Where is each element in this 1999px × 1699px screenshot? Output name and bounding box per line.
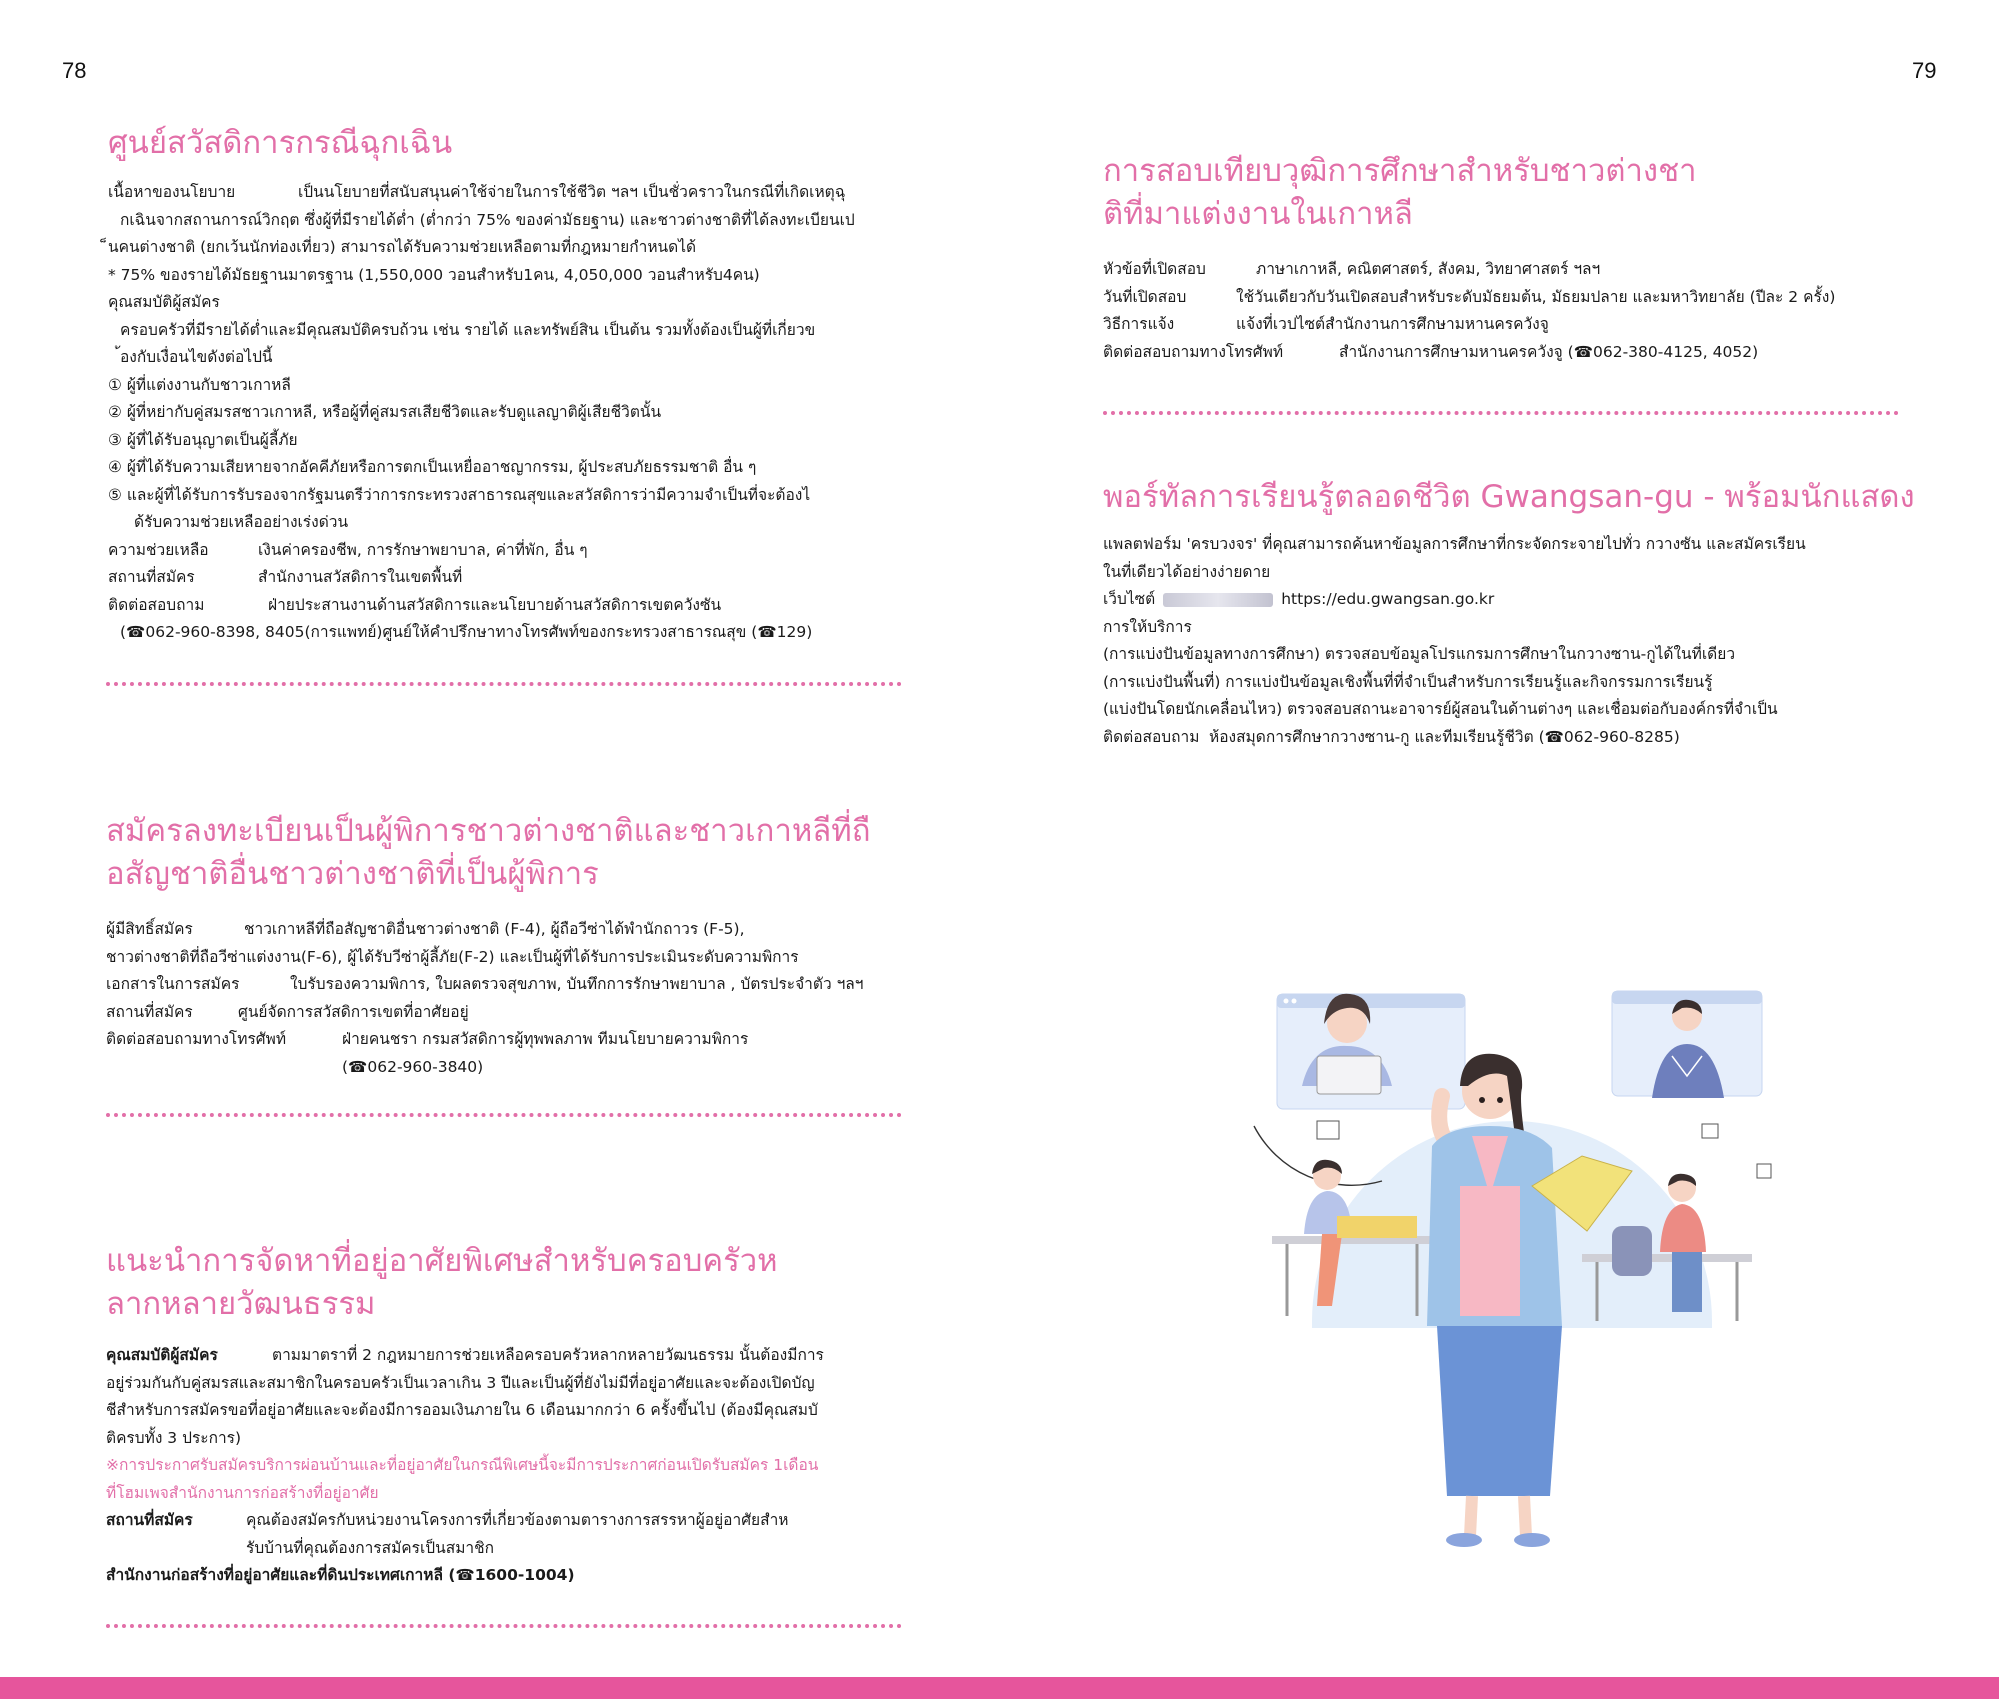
text: แพลตฟอร์ม 'ครบวงจร' ที่คุณสามารถค้นหาข้อมูลการศึกษาที่กระจัดกระจายไปทั่ว กวางซัน และสมัครเรียน <box>1103 535 1806 553</box>
text: ศูนย์จัดการสวัสดิการเขตที่อาศัยอยู่ <box>238 1002 469 1021</box>
dotted-divider <box>106 682 902 686</box>
bottom-accent-bar <box>0 1677 1999 1699</box>
list-item: ③ ผู้ที่ได้รับอนุญาตเป็นผู้ลี้ภัย <box>108 430 298 449</box>
section-title: แนะนำการจัดหาที่อยู่อาศัยพิเศษสำหรับครอบครัวห ลากหลายวัฒนธรรม <box>106 1243 778 1322</box>
text: (แบ่งปันโดยนักเคลื่อนไหว) ตรวจสอบสถานะอาจารย์ผู้สอนในด้านต่างๆ และเชื่อมต่อกับองค์กรที่จำเป็น <box>1103 700 1778 718</box>
text: แจ้งที่เวปไซต์สำนักงานการศึกษามหานครควังจู <box>1236 315 1549 333</box>
label: ติดต่อสอบถาม <box>1103 727 1200 746</box>
list-item: ④ ผู้ที่ได้รับความเสียหายจากอัคคีภัยหรือการตกเป็นเหยื่ออาชญากรรม, ผู้ประสบภัยธรรมชาติ อื่น ๆ <box>108 458 757 476</box>
text: ฝ่ายประสานงานด้านสวัสดิการและนโยบายด้านสวัสดิการเขตควังซัน <box>268 595 722 614</box>
label: สถานที่สมัคร <box>106 1511 193 1529</box>
label: ผู้มีสิทธิ์สมัคร <box>106 920 193 938</box>
label: เอกสารในการสมัคร <box>106 975 240 993</box>
label: ติดต่อสอบถามทางโทรศัพท์ <box>1103 342 1284 361</box>
contact: สำนักงานก่อสร้างที่อยู่อาศัยและที่ดินประเทศเกาหลี (☎1600-1004) <box>106 1566 575 1584</box>
text: (การแบ่งปันพื้นที่) การแบ่งปันข้อมูลเชิงพื้นที่ที่จำเป็นสำหรับการเรียนรู้และกิจกรรมการเรียนรู้ <box>1103 672 1713 691</box>
page-number-right: 79 <box>1912 58 1937 83</box>
dotted-divider <box>1103 411 1899 415</box>
list-item: ① ผู้ที่แต่งงานกับชาวเกาหลี <box>108 375 291 394</box>
label: คุณสมบัติผู้สมัคร <box>108 293 220 311</box>
text: ติครบทั้ง 3 ประการ) <box>106 1428 242 1447</box>
teacher-with-students-illustration <box>1232 976 1792 1556</box>
text: (☎062-960-3840) <box>342 1057 484 1076</box>
label: เนื้อหาของนโยบาย <box>108 183 236 201</box>
text: ใบรับรองความพิการ, ใบผลตรวจสุขภาพ, บันทึกการรักษาพยาบาล , บัตรประจำตัว ฯลฯ <box>290 975 864 993</box>
blurred-logo <box>1163 593 1273 607</box>
page-number-left: 78 <box>62 58 87 83</box>
label: ติดต่อสอบถามทางโทรศัพท์ <box>106 1030 287 1048</box>
text: ครอบครัวที่มีรายได้ต่ำและมีคุณสมบัติครบถ้วน เช่น รายได้ และทรัพย์สิน เป็นต้น รวมทั้งต้องเป็นผู้ที่เกี่ยวข <box>120 320 816 339</box>
label: สถานที่สมัคร <box>108 568 195 586</box>
text: เงินค่าครองชีพ, การรักษาพยาบาล, ค่าที่พัก, อื่น ๆ <box>258 540 588 559</box>
text: คุณต้องสมัครกับหน่วยงานโครงการที่เกี่ยวข้องตามตารางการสรรหาผู้อยู่อาศัยสำห <box>246 1511 789 1529</box>
text: เป็นนโยบายที่สนับสนุนค่าใช้จ่ายในการใช้ชีวิต ฯลฯ เป็นชั่วคราวในกรณีที่เกิดเหตุฉุ <box>298 183 846 201</box>
section-multicultural-housing <box>106 1240 1018 1590</box>
dotted-divider <box>106 1113 902 1117</box>
text: รับบ้านที่คุณต้องการสมัครเป็นสมาชิก <box>246 1538 495 1557</box>
label: สถานที่สมัคร <box>106 1002 193 1021</box>
label: วิธีการแจ้ง <box>1103 315 1175 333</box>
text: อยู่ร่วมกันกับคู่สมรสและสมาชิกในครอบครัวเป็นเวลาเกิน 3 ปีและเป็นผู้ที่ยังไม่มีที่อยู่อาศัยและจะต้องเปิดบัญ <box>106 1373 815 1392</box>
label: การให้บริการ <box>1103 617 1192 636</box>
text: ชีสำหรับการสมัครขอที่อยู่อาศัยและจะต้องมีการออมเงินภายใน 6 เดือนมากกว่า 6 ครั้งขึ้นไป (ต้องมีคุณสมบั <box>106 1401 818 1419</box>
text: กเฉินจากสถานการณ์วิกฤต ซึ่งผู้ที่มีรายได้ต่ำ (ต่ำกว่า 75% ของค่ามัธยฐาน) และชาวต่างชาติที่ได้ลงทะเบียนเป <box>120 210 855 229</box>
section-title: พอร์ทัลการเรียนรู้ตลอดชีวิต Gwangsan-gu - พร้อมนักแสดง <box>1103 479 1915 515</box>
list-item: ② ผู้ที่หย่ากับคู่สมรสชาวเกาหลี, หรือผู้ที่คู่สมรสเสียชีวิตและรับดูแลญาติผู้เสียชีวิตนั้น <box>108 403 662 421</box>
text: สำนักงานสวัสดิการในเขตพื้นที่ <box>258 568 463 586</box>
website-link[interactable]: https://edu.gwangsan.go.kr <box>1281 590 1495 608</box>
section-disabled-registration <box>106 810 1018 1081</box>
text: (การแบ่งปันข้อมูลทางการศึกษา) ตรวจสอบข้อมูลโปรแกรมการศึกษาในกวางซาน-กูได้ในที่เดียว <box>1103 645 1736 663</box>
text: ชาวต่างชาติที่ถือวีซ่าแต่งงาน(F-6), ผู้ได้รับวีซ่าผู้ลี้ภัย(F-2) และเป็นผู้ที่ได้รับการประเมินระดับความพิการ <box>106 947 799 966</box>
text: ็นคนต่างชาติ (ยกเว้นนักท่องเที่ยว) สามารถได้รับความช่วยเหลือตามที่กฎหมายกำหนดได้ <box>108 238 697 256</box>
label: เว็บไซต์ <box>1103 590 1156 608</box>
dotted-divider <box>106 1624 902 1628</box>
list-item: ด้รับความช่วยเหลืออย่างเร่งด่วน <box>134 513 349 531</box>
section-emergency-welfare <box>108 122 1020 647</box>
label: คุณสมบัติผู้สมัคร <box>106 1346 218 1364</box>
text: * 75% ของรายได้มัธยฐานมาตรฐาน (1,550,000 วอนสำหรับ1คน, 4,050,000 วอนสำหรับ4คน) <box>108 265 760 284</box>
label: ติดต่อสอบถาม <box>108 595 205 614</box>
section-title: สมัครลงทะเบียนเป็นผู้พิการชาวต่างชาติและชาวเกาหลีที่ถื อสัญชาติอื่นชาวต่างชาติที่เป็นผู้พิการ <box>106 813 871 892</box>
notice: ※การประกาศรับสมัครบริการผ่อนบ้านและที่อยู่อาศัยในกรณีพิเศษนี้จะมีการประกาศก่อนเปิดรับสมัคร 1เดือน <box>106 1456 819 1474</box>
text: ฝ่ายคนชรา กรมสวัสดิการผู้ทุพพลภาพ ทีมนโยบายความพิการ <box>342 1030 749 1048</box>
text: (☎062-960-8398, 8405(การแพทย์)ศูนย์ให้คำปรึกษาทางโทรศัพท์ของกระทรวงสาธารณสุข (☎129) <box>120 623 813 641</box>
section-lifelong-learning-portal <box>1103 476 1999 751</box>
section-title: ศูนย์สวัสดิการกรณีฉุกเฉิน <box>108 125 453 161</box>
text: ตามมาตราที่ 2 กฎหมายการช่วยเหลือครอบครัวหลากหลายวัฒนธรรม นั้นต้องมีการ <box>272 1346 824 1364</box>
text: ชาวเกาหลีที่ถือสัญชาติอื่นชาวต่างชาติ (F-4), ผู้ถือวีซ่าได้พำนักถาวร (F-5), <box>244 920 745 938</box>
section-title: การสอบเทียบวุฒิการศึกษาสำหรับชาวต่างชา ติที่มาแต่งงานในเกาหลี <box>1103 153 1697 232</box>
text: ภาษาเกาหลี, คณิตศาสตร์, สังคม, วิทยาศาสตร์ ฯลฯ <box>1256 260 1601 278</box>
label: ความช่วยเหลือ <box>108 540 209 559</box>
notice: ที่โฮมเพจสำนักงานการก่อสร้างที่อยู่อาศัย <box>106 1483 379 1502</box>
section-equivalency-exam <box>1103 150 1999 366</box>
text: ห้องสมุดการศึกษากวางซาน-กู และทีมเรียนรู้ชีวิต (☎062-960-8285) <box>1209 727 1680 746</box>
text: ในที่เดียวได้อย่างง่ายดาย <box>1103 562 1271 581</box>
label: หัวข้อที่เปิดสอบ <box>1103 260 1206 278</box>
list-item: ⑤ และผู้ที่ได้รับการรับรองจากรัฐมนตรีว่าการกระทรวงสาธารณสุขและสวัสดิการว่ามีความจำเป็นที่จะต้องไ <box>108 485 811 504</box>
text: ้องกับเงื่อนไขดังต่อไปนี้ <box>120 348 273 366</box>
label: วันที่เปิดสอบ <box>1103 287 1187 306</box>
text: ใช้วันเดียวกับวันเปิดสอบสำหรับระดับมัธยมต้น, มัธยมปลาย และมหาวิทยาลัย (ปีละ 2 ครั้ง) <box>1236 287 1836 306</box>
text: สำนักงานการศึกษามหานครควังจู (☎062-380-4125, 4052) <box>1339 342 1759 361</box>
